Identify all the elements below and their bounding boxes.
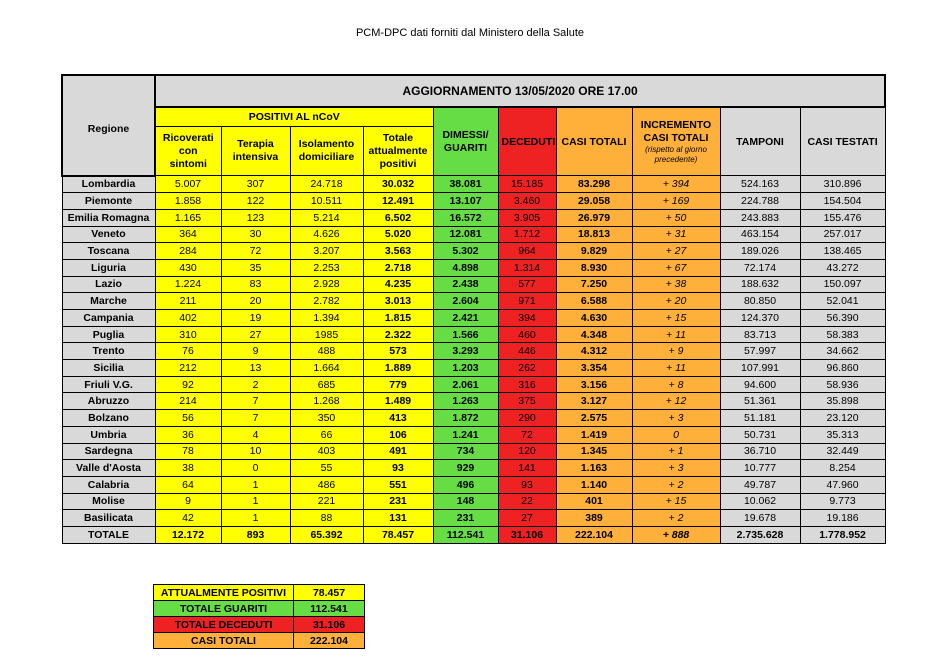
cell-dec: 22 bbox=[498, 493, 556, 510]
cell-regione: Campania bbox=[62, 310, 155, 327]
cell-casi: 6.588 bbox=[556, 293, 632, 310]
cell-test: 32.449 bbox=[800, 443, 885, 460]
cell-inc: + 15 bbox=[632, 310, 720, 327]
cell-regione: Emilia Romagna bbox=[62, 209, 155, 226]
header-isolamento: Isolamento domiciliare bbox=[290, 127, 363, 176]
cell-iso: 2.928 bbox=[290, 276, 363, 293]
cell-dim: 112.541 bbox=[433, 526, 498, 543]
cell-regione: Molise bbox=[62, 493, 155, 510]
cell-dec: 460 bbox=[498, 326, 556, 343]
cell-inc: + 1 bbox=[632, 443, 720, 460]
cell-tot: 30.032 bbox=[363, 176, 433, 193]
cell-dec: 290 bbox=[498, 410, 556, 427]
table-row bbox=[62, 243, 885, 260]
cell-regione: Umbria bbox=[62, 426, 155, 443]
cell-tot: 6.502 bbox=[363, 209, 433, 226]
cell-ti: 893 bbox=[221, 526, 290, 543]
cell-inc: + 12 bbox=[632, 393, 720, 410]
cell-tamp: 94.600 bbox=[720, 376, 800, 393]
cell-ric: 364 bbox=[155, 226, 221, 243]
cell-dec: 316 bbox=[498, 376, 556, 393]
cell-test: 58.936 bbox=[800, 376, 885, 393]
cell-regione: Sicilia bbox=[62, 360, 155, 377]
cell-ti: 7 bbox=[221, 410, 290, 427]
cell-tamp: 524.163 bbox=[720, 176, 800, 193]
cell-regione: TOTALE bbox=[62, 526, 155, 543]
cell-iso: 2.782 bbox=[290, 293, 363, 310]
table-row bbox=[62, 493, 885, 510]
cell-tot: 491 bbox=[363, 443, 433, 460]
cell-ric: 1.858 bbox=[155, 193, 221, 210]
header-terapia: Terapia intensiva bbox=[221, 127, 290, 176]
summary-label: CASI TOTALI bbox=[154, 633, 294, 649]
cell-dec: 577 bbox=[498, 276, 556, 293]
cell-tot: 551 bbox=[363, 476, 433, 493]
cell-tamp: 72.174 bbox=[720, 259, 800, 276]
cell-ti: 2 bbox=[221, 376, 290, 393]
cell-inc: + 20 bbox=[632, 293, 720, 310]
cell-regione: Valle d'Aosta bbox=[62, 460, 155, 477]
cell-tamp: 124.370 bbox=[720, 310, 800, 327]
cell-ti: 4 bbox=[221, 426, 290, 443]
cell-regione: Friuli V.G. bbox=[62, 376, 155, 393]
cell-regione: Calabria bbox=[62, 476, 155, 493]
cell-iso: 66 bbox=[290, 426, 363, 443]
cell-test: 310.896 bbox=[800, 176, 885, 193]
cell-ti: 9 bbox=[221, 343, 290, 360]
cell-tot: 3.563 bbox=[363, 243, 433, 260]
cell-tamp: 80.850 bbox=[720, 293, 800, 310]
cell-ric: 402 bbox=[155, 310, 221, 327]
cell-test: 35.898 bbox=[800, 393, 885, 410]
cell-casi: 401 bbox=[556, 493, 632, 510]
cell-dec: 375 bbox=[498, 393, 556, 410]
cell-tot: 573 bbox=[363, 343, 433, 360]
header-dimessi: DIMESSI/ GUARITI bbox=[433, 107, 498, 176]
cell-tot: 779 bbox=[363, 376, 433, 393]
page-title: PCM-DPC dati forniti dal Ministero della Salute bbox=[355, 27, 585, 39]
cell-casi: 29.058 bbox=[556, 193, 632, 210]
cell-casi: 1.163 bbox=[556, 460, 632, 477]
cell-test: 35.313 bbox=[800, 426, 885, 443]
cell-tamp: 51.181 bbox=[720, 410, 800, 427]
cell-casi: 1.140 bbox=[556, 476, 632, 493]
cell-dec: 1.712 bbox=[498, 226, 556, 243]
cell-iso: 488 bbox=[290, 343, 363, 360]
cell-iso: 3.207 bbox=[290, 243, 363, 260]
cell-ric: 214 bbox=[155, 393, 221, 410]
table-row bbox=[62, 426, 885, 443]
cell-inc: + 8 bbox=[632, 376, 720, 393]
cell-test: 58.383 bbox=[800, 326, 885, 343]
cell-ric: 310 bbox=[155, 326, 221, 343]
summary-value: 31.106 bbox=[294, 617, 365, 633]
cell-ti: 20 bbox=[221, 293, 290, 310]
cell-dec: 971 bbox=[498, 293, 556, 310]
cell-ric: 78 bbox=[155, 443, 221, 460]
table-row bbox=[62, 259, 885, 276]
header-update: AGGIORNAMENTO 13/05/2020 ORE 17.00 bbox=[155, 75, 885, 107]
cell-ric: 212 bbox=[155, 360, 221, 377]
cell-iso: 221 bbox=[290, 493, 363, 510]
cell-ti: 0 bbox=[221, 460, 290, 477]
header-regione: Regione bbox=[62, 75, 155, 176]
cell-casi: 3.354 bbox=[556, 360, 632, 377]
cell-test: 96.860 bbox=[800, 360, 885, 377]
cell-tamp: 51.361 bbox=[720, 393, 800, 410]
header-incremento-note: (rispetto al giorno precedente) bbox=[645, 144, 707, 164]
cell-ti: 83 bbox=[221, 276, 290, 293]
cell-casi: 4.348 bbox=[556, 326, 632, 343]
cell-ric: 1.165 bbox=[155, 209, 221, 226]
header-tamponi: TAMPONI bbox=[720, 107, 800, 176]
cell-casi: 26.979 bbox=[556, 209, 632, 226]
cell-dim: 2.438 bbox=[433, 276, 498, 293]
cell-tot: 12.491 bbox=[363, 193, 433, 210]
cell-iso: 1.394 bbox=[290, 310, 363, 327]
cell-dec: 964 bbox=[498, 243, 556, 260]
cell-tamp: 83.713 bbox=[720, 326, 800, 343]
cell-inc: + 31 bbox=[632, 226, 720, 243]
cell-regione: Bolzano bbox=[62, 410, 155, 427]
cell-inc: + 2 bbox=[632, 476, 720, 493]
summary-value: 112.541 bbox=[294, 601, 365, 617]
table-row bbox=[62, 460, 885, 477]
cell-ric: 64 bbox=[155, 476, 221, 493]
cell-iso: 55 bbox=[290, 460, 363, 477]
cell-dim: 38.081 bbox=[433, 176, 498, 193]
cell-ti: 122 bbox=[221, 193, 290, 210]
cell-dec: 3.460 bbox=[498, 193, 556, 210]
cell-casi: 3.156 bbox=[556, 376, 632, 393]
cell-dim: 1.203 bbox=[433, 360, 498, 377]
table-row bbox=[62, 410, 885, 427]
cell-regione: Abruzzo bbox=[62, 393, 155, 410]
summary-label: TOTALE GUARITI bbox=[154, 601, 294, 617]
cell-tamp: 189.026 bbox=[720, 243, 800, 260]
cell-dim: 231 bbox=[433, 510, 498, 527]
cell-tamp: 57.997 bbox=[720, 343, 800, 360]
summary-value: 78.457 bbox=[294, 585, 365, 601]
cell-ti: 7 bbox=[221, 393, 290, 410]
table-row bbox=[62, 360, 885, 377]
cell-casi: 8.930 bbox=[556, 259, 632, 276]
cell-test: 155.476 bbox=[800, 209, 885, 226]
cell-ric: 42 bbox=[155, 510, 221, 527]
cell-dec: 15.185 bbox=[498, 176, 556, 193]
cell-regione: Piemonte bbox=[62, 193, 155, 210]
header-casi-testati: CASI TESTATI bbox=[800, 107, 885, 176]
cell-ric: 36 bbox=[155, 426, 221, 443]
header-incremento bbox=[632, 107, 720, 176]
covid-data-table bbox=[61, 74, 886, 544]
cell-tot: 1.815 bbox=[363, 310, 433, 327]
cell-ti: 10 bbox=[221, 443, 290, 460]
table-row bbox=[62, 393, 885, 410]
table-row bbox=[62, 209, 885, 226]
cell-regione: Liguria bbox=[62, 259, 155, 276]
cell-test: 34.662 bbox=[800, 343, 885, 360]
cell-test: 8.254 bbox=[800, 460, 885, 477]
cell-tamp: 10.777 bbox=[720, 460, 800, 477]
header-casi-totali: CASI TOTALI bbox=[556, 107, 632, 176]
cell-iso: 65.392 bbox=[290, 526, 363, 543]
cell-iso: 88 bbox=[290, 510, 363, 527]
cell-iso: 350 bbox=[290, 410, 363, 427]
cell-tamp: 107.991 bbox=[720, 360, 800, 377]
cell-test: 257.017 bbox=[800, 226, 885, 243]
cell-ti: 1 bbox=[221, 476, 290, 493]
cell-dim: 5.302 bbox=[433, 243, 498, 260]
cell-tot: 93 bbox=[363, 460, 433, 477]
header-totale-positivi: Totale attualmente positivi bbox=[363, 127, 433, 176]
table-row bbox=[62, 276, 885, 293]
cell-ti: 72 bbox=[221, 243, 290, 260]
cell-casi: 1.419 bbox=[556, 426, 632, 443]
cell-ric: 92 bbox=[155, 376, 221, 393]
cell-tot: 4.235 bbox=[363, 276, 433, 293]
cell-tot: 413 bbox=[363, 410, 433, 427]
cell-dim: 496 bbox=[433, 476, 498, 493]
cell-tot: 131 bbox=[363, 510, 433, 527]
cell-ric: 56 bbox=[155, 410, 221, 427]
cell-ti: 123 bbox=[221, 209, 290, 226]
cell-iso: 2.253 bbox=[290, 259, 363, 276]
cell-inc: + 50 bbox=[632, 209, 720, 226]
cell-tamp: 463.154 bbox=[720, 226, 800, 243]
cell-ric: 284 bbox=[155, 243, 221, 260]
cell-dim: 148 bbox=[433, 493, 498, 510]
cell-tamp: 36.710 bbox=[720, 443, 800, 460]
cell-tot: 2.322 bbox=[363, 326, 433, 343]
cell-ti: 19 bbox=[221, 310, 290, 327]
cell-test: 9.773 bbox=[800, 493, 885, 510]
cell-inc: + 169 bbox=[632, 193, 720, 210]
cell-casi: 83.298 bbox=[556, 176, 632, 193]
cell-ti: 27 bbox=[221, 326, 290, 343]
cell-ric: 38 bbox=[155, 460, 221, 477]
summary-label: TOTALE DECEDUTI bbox=[154, 617, 294, 633]
cell-casi: 2.575 bbox=[556, 410, 632, 427]
cell-ti: 35 bbox=[221, 259, 290, 276]
cell-dim: 2.604 bbox=[433, 293, 498, 310]
cell-dim: 1.872 bbox=[433, 410, 498, 427]
cell-regione: Lombardia bbox=[62, 176, 155, 193]
cell-dim: 1.241 bbox=[433, 426, 498, 443]
summary-label: ATTUALMENTE POSITIVI bbox=[154, 585, 294, 601]
cell-inc: + 67 bbox=[632, 259, 720, 276]
cell-dec: 446 bbox=[498, 343, 556, 360]
cell-inc: + 11 bbox=[632, 360, 720, 377]
cell-dec: 27 bbox=[498, 510, 556, 527]
cell-dim: 734 bbox=[433, 443, 498, 460]
header-ricoverati: Ricoverati con sintomi bbox=[155, 127, 221, 176]
cell-tamp: 50.731 bbox=[720, 426, 800, 443]
cell-test: 43.272 bbox=[800, 259, 885, 276]
cell-ti: 13 bbox=[221, 360, 290, 377]
cell-test: 19.186 bbox=[800, 510, 885, 527]
cell-regione: Basilicata bbox=[62, 510, 155, 527]
cell-tamp: 10.062 bbox=[720, 493, 800, 510]
header-deceduti: DECEDUTI bbox=[498, 107, 556, 176]
cell-iso: 685 bbox=[290, 376, 363, 393]
cell-regione: Trento bbox=[62, 343, 155, 360]
cell-test: 138.465 bbox=[800, 243, 885, 260]
cell-dec: 141 bbox=[498, 460, 556, 477]
cell-regione: Veneto bbox=[62, 226, 155, 243]
cell-tot: 1.489 bbox=[363, 393, 433, 410]
cell-iso: 1985 bbox=[290, 326, 363, 343]
cell-casi: 7.250 bbox=[556, 276, 632, 293]
cell-ti: 307 bbox=[221, 176, 290, 193]
cell-ric: 9 bbox=[155, 493, 221, 510]
cell-dim: 13.107 bbox=[433, 193, 498, 210]
cell-dec: 72 bbox=[498, 426, 556, 443]
cell-inc: + 2 bbox=[632, 510, 720, 527]
cell-test: 56.390 bbox=[800, 310, 885, 327]
cell-iso: 4.626 bbox=[290, 226, 363, 243]
cell-iso: 10.511 bbox=[290, 193, 363, 210]
table-row bbox=[62, 443, 885, 460]
cell-casi: 389 bbox=[556, 510, 632, 527]
cell-regione: Puglia bbox=[62, 326, 155, 343]
cell-tamp: 224.788 bbox=[720, 193, 800, 210]
cell-tot: 78.457 bbox=[363, 526, 433, 543]
cell-dec: 120 bbox=[498, 443, 556, 460]
cell-test: 23.120 bbox=[800, 410, 885, 427]
cell-ric: 76 bbox=[155, 343, 221, 360]
table-row bbox=[62, 510, 885, 527]
cell-dec: 394 bbox=[498, 310, 556, 327]
summary-table bbox=[153, 584, 365, 649]
cell-dim: 929 bbox=[433, 460, 498, 477]
cell-dim: 2.061 bbox=[433, 376, 498, 393]
cell-casi: 1.345 bbox=[556, 443, 632, 460]
header-positivi-group: POSITIVI AL nCoV bbox=[155, 107, 433, 127]
summary-value: 222.104 bbox=[294, 633, 365, 649]
cell-test: 52.041 bbox=[800, 293, 885, 310]
cell-iso: 1.268 bbox=[290, 393, 363, 410]
cell-ric: 5.007 bbox=[155, 176, 221, 193]
table-row bbox=[62, 226, 885, 243]
cell-inc: + 888 bbox=[632, 526, 720, 543]
cell-dec: 262 bbox=[498, 360, 556, 377]
cell-casi: 222.104 bbox=[556, 526, 632, 543]
cell-dim: 1.263 bbox=[433, 393, 498, 410]
cell-tot: 1.889 bbox=[363, 360, 433, 377]
cell-iso: 5.214 bbox=[290, 209, 363, 226]
table-row bbox=[62, 193, 885, 210]
cell-tot: 2.718 bbox=[363, 259, 433, 276]
cell-regione: Lazio bbox=[62, 276, 155, 293]
cell-tamp: 49.787 bbox=[720, 476, 800, 493]
cell-dim: 3.293 bbox=[433, 343, 498, 360]
table-row bbox=[62, 376, 885, 393]
cell-iso: 24.718 bbox=[290, 176, 363, 193]
total-row bbox=[62, 526, 885, 543]
cell-ric: 1.224 bbox=[155, 276, 221, 293]
cell-inc: + 11 bbox=[632, 326, 720, 343]
cell-ric: 430 bbox=[155, 259, 221, 276]
cell-casi: 4.630 bbox=[556, 310, 632, 327]
table-row bbox=[62, 310, 885, 327]
cell-inc: 0 bbox=[632, 426, 720, 443]
cell-inc: + 27 bbox=[632, 243, 720, 260]
cell-tot: 5.020 bbox=[363, 226, 433, 243]
cell-iso: 403 bbox=[290, 443, 363, 460]
cell-iso: 486 bbox=[290, 476, 363, 493]
cell-inc: + 394 bbox=[632, 176, 720, 193]
cell-tamp: 188.632 bbox=[720, 276, 800, 293]
cell-inc: + 38 bbox=[632, 276, 720, 293]
cell-iso: 1.664 bbox=[290, 360, 363, 377]
cell-ti: 30 bbox=[221, 226, 290, 243]
table-row bbox=[62, 176, 885, 193]
cell-tot: 106 bbox=[363, 426, 433, 443]
cell-ric: 12.172 bbox=[155, 526, 221, 543]
cell-casi: 18.813 bbox=[556, 226, 632, 243]
header-incremento-label: INCREMENTO CASI TOTALI bbox=[640, 118, 712, 144]
cell-inc: + 3 bbox=[632, 460, 720, 477]
cell-ti: 1 bbox=[221, 493, 290, 510]
cell-inc: + 9 bbox=[632, 343, 720, 360]
table-row bbox=[62, 343, 885, 360]
cell-dec: 3.905 bbox=[498, 209, 556, 226]
cell-test: 47.960 bbox=[800, 476, 885, 493]
cell-regione: Sardegna bbox=[62, 443, 155, 460]
cell-regione: Marche bbox=[62, 293, 155, 310]
cell-test: 154.504 bbox=[800, 193, 885, 210]
cell-casi: 4.312 bbox=[556, 343, 632, 360]
cell-test: 1.778.952 bbox=[800, 526, 885, 543]
cell-inc: + 3 bbox=[632, 410, 720, 427]
cell-ti: 1 bbox=[221, 510, 290, 527]
cell-tot: 3.013 bbox=[363, 293, 433, 310]
cell-dim: 16.572 bbox=[433, 209, 498, 226]
cell-regione: Toscana bbox=[62, 243, 155, 260]
cell-dim: 12.081 bbox=[433, 226, 498, 243]
table-row bbox=[62, 476, 885, 493]
cell-inc: + 15 bbox=[632, 493, 720, 510]
table-row bbox=[62, 326, 885, 343]
cell-casi: 3.127 bbox=[556, 393, 632, 410]
cell-tamp: 2.735.628 bbox=[720, 526, 800, 543]
cell-casi: 9.829 bbox=[556, 243, 632, 260]
table-row bbox=[62, 293, 885, 310]
cell-dim: 1.566 bbox=[433, 326, 498, 343]
cell-tot: 231 bbox=[363, 493, 433, 510]
cell-dim: 4.898 bbox=[433, 259, 498, 276]
cell-dec: 93 bbox=[498, 476, 556, 493]
cell-dec: 1.314 bbox=[498, 259, 556, 276]
cell-tamp: 19.678 bbox=[720, 510, 800, 527]
cell-ric: 211 bbox=[155, 293, 221, 310]
cell-tamp: 243.883 bbox=[720, 209, 800, 226]
cell-test: 150.097 bbox=[800, 276, 885, 293]
cell-dec: 31.106 bbox=[498, 526, 556, 543]
cell-dim: 2.421 bbox=[433, 310, 498, 327]
